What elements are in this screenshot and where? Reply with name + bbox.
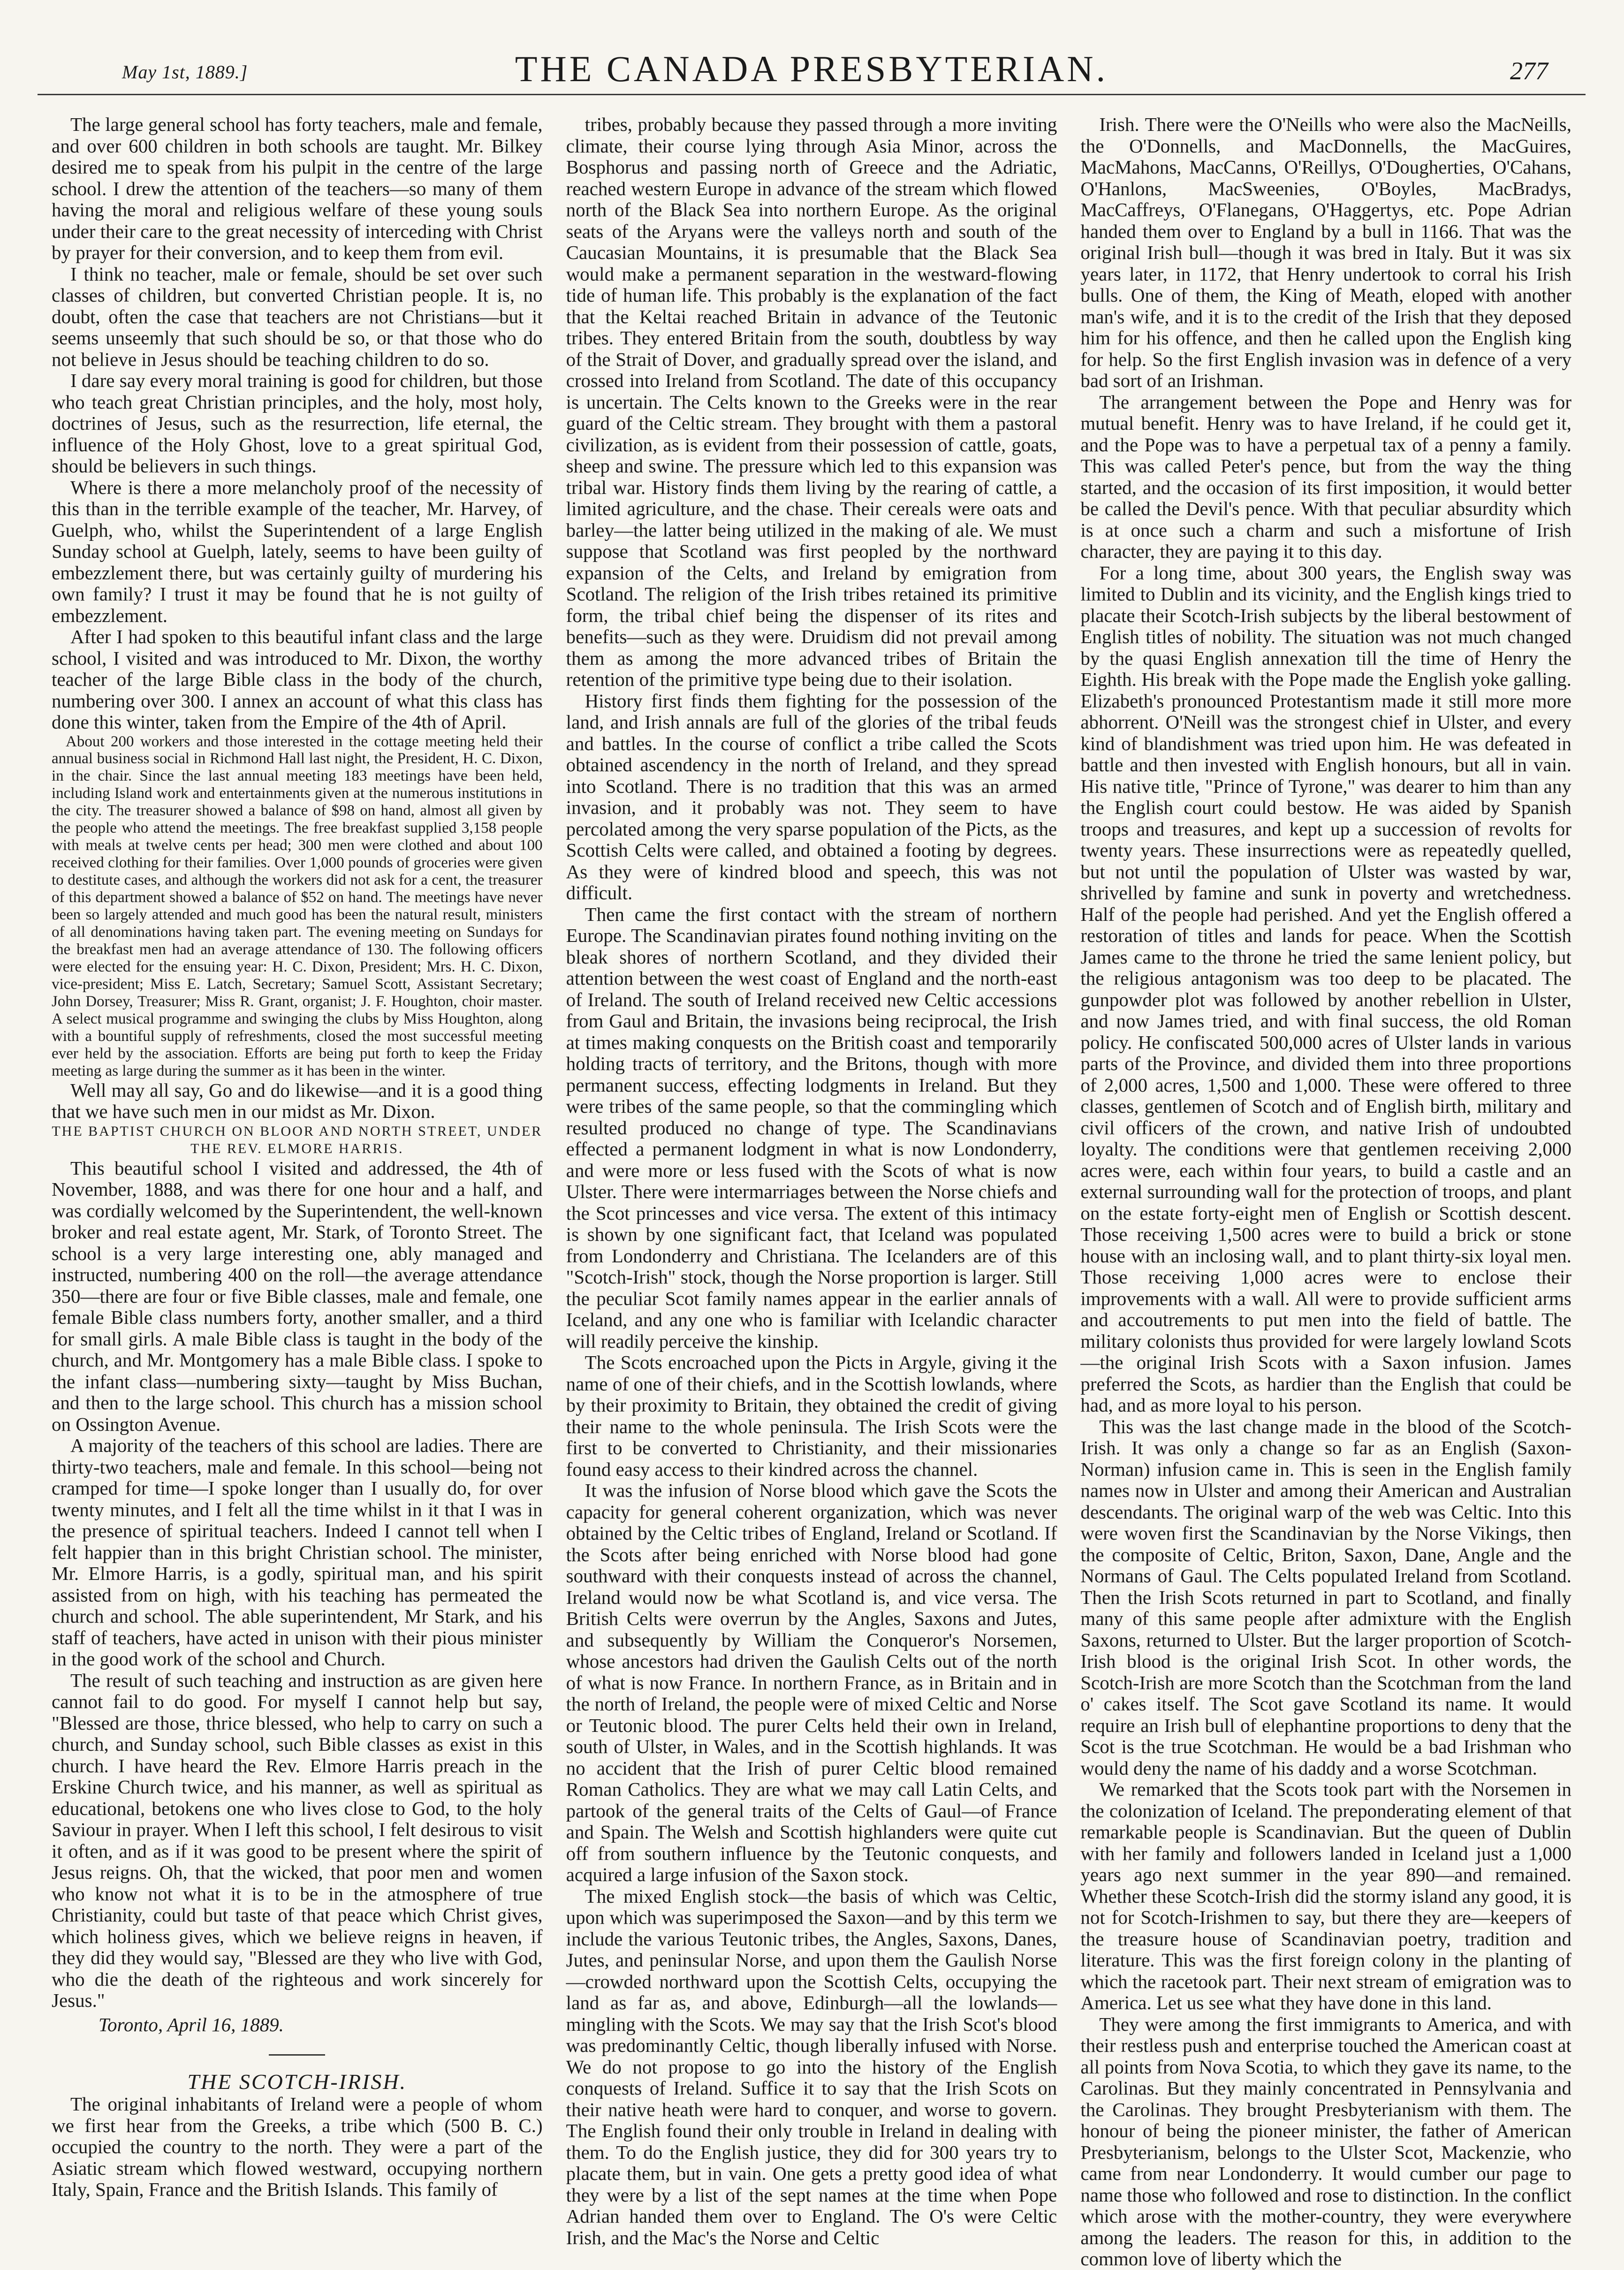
paragraph: This beautiful school I visited and addressed, the 4th of November, 1888, and was there for one hour and a half, and was cordially welcomed by the Superintendent, the well-known broker and real estate agent, Mr. Stark, of Toronto Street. The school is a very large interesting one, ably managed and instructed, numbering 400 on the roll—the average attendance 350—there are four or five Bible classes, male and female, one female Bible class numbers forty, another smaller, and a third for small girls. A male Bible class is taught in the body of the church, and Mr. Montgomery has a male Bible class. I spoke to the infant class—numbering sixty—taught by Miss Buchan, and then to the large school. This church has a mission school on Ossington Avenue. [52, 1157, 543, 1435]
paragraph: I dare say every moral training is good for children, but those who teach great Christian principles, and the holy, most holy, doctrines of Jesus, such as the resurrection, life eternal, the influence of the Holy Ghost, love to a great spiritual God, should be believers in such things. [52, 370, 543, 477]
paragraph: Where is there a more melancholy proof of the necessity of this than in the terrible example of the teacher, Mr. Harvey, of Guelph, who, whilst the Superintendent of a large English Sunday school at Guelph, lately, seems to have been guilty of embezzlement there, but was certainly guilty of murdering his own family? I trust it may be found that he is not guilty of embezzlement. [52, 476, 543, 626]
paragraph: For a long time, about 300 years, the English sway was limited to Dublin and its vicinity, and the English kings tried to placate their Scotch-Irish subjects by the liberal bestowment of English titles of nobility. The situation was not much changed by the quasi English annexation till the time of Henry the Eighth. His break with the Pope made the English yoke galling. Elizabeth's pronounced Protestantism made it still more more abhorrent. O'Neill was the strongest chief in Ulster, and every kind of blandishment was tried upon him. He was defeated in battle and then invested with English honours, but all in vain. His native title, "Prince of Tyrone," was dearer to him than any the English court could bestow. He was aided by Spanish troops and treasures, and kept up a succession of revolts for twenty years. These insurrections were as repeatedly quelled, but not until the population of Ulster was wasted by war, shrivelled by famine and sunk in poverty and wretchedness. Half of the people had perished. And yet the English offered a restoration of titles and lands for peace. When the Scottish James came to the throne he tried the same lenient policy, but the religious antagonism was too deep to be placated. The gunpowder plot was followed by another rebellion in Ulster, and now James tried, and with final success, the old Roman policy. He confiscated 500,000 acres of Ulster lands in various parts of the Province, and divided them into three proportions of 2,000 acres, 1,500 and 1,000. These were offered to three classes, gentlemen of Scotch and of English birth, military and civil officers of the crown, and native Irish of undoubted loyalty. The conditions were that gentlemen receiving 2,000 acres were, each within four years, to build a castle and an external surrounding wall for the protection of troops, and plant on the estate forty-eight men of English or Scottish descent. Those receiving 1,500 acres were to build a brick or stone house with an inclosing wall, and to plant thirty-six loyal men. Those receiving 1,000 acres were to enclose their improvements with a wall. All were to provide sufficient arms and accoutrements to put men into the field of battle. The military colonists thus provided for were largely lowland Scots—the original Irish Scots with a Saxon infusion. James preferred the Scots, as hardier than the English that could be had, and as more loyal to his person. [1080, 562, 1572, 1416]
paragraph: After I had spoken to this beautiful infant class and the large school, I visited and was introduced to Mr. Dixon, the worthy teacher of the large Bible class in the body of the church, numbering over 300. I annex an account of what this class has done this winter, taken from the Empire of the 4th of April. [52, 626, 543, 733]
column-1 [52, 114, 543, 2201]
divider-rule [269, 2054, 325, 2056]
paragraph: tribes, probably because they passed through a more inviting climate, their course lying through Asia Minor, across the Bosphorus and passing north of Greece and the Adriatic, reached western Europe in advance of the stream which flowed north of the Black Sea into northern Europe. As the original seats of the Aryans were the valleys north and south of the Caucasian Mountains, it is presumable that the Black Sea would make a permanent separation in the westward-flowing tide of human life. This probably is the explanation of the fact that the Keltai reached Britain in advance of the Teutonic tribes. They entered Britain from the south, doubtless by way of the Strait of Dover, and gradually spread over the island, and crossed into Ireland from Scotland. The date of this occupancy is uncertain. The Celts known to the Greeks were in the rear guard of the Celtic stream. They brought with them a pastoral civilization, as is evident from their possession of cattle, goats, sheep and swine. The pressure which led to this expansion was tribal war. History finds them living by the rearing of cattle, a limited agriculture, and the chase. Their cereals were oats and barley—the latter being utilized in the making of ale. We must suppose that Scotland was first peopled by the northward expansion of the Celts, and Ireland by emigration from Scotland. The religion of the Irish tribes retained its primitive form, the tribal chief being the dispenser of its rites and benefits—such as they were. Druidism did not prevail among them as among the more advanced tribes of Britain the retention of the primitive type being due to their isolation. [566, 114, 1057, 690]
column-3 [1080, 114, 1572, 2270]
paragraph: The large general school has forty teachers, male and female, and over 600 children in both schools are taught. Mr. Bilkey desired me to speak from his pulpit in the centre of the large school. I drew the attention of the teachers—so many of them having the moral and religious welfare of these young souls under their care to the great necessity of interceding with Christ by prayer for their conversion, and to keep them from evil. [52, 114, 543, 263]
paragraph: The Scots encroached upon the Picts in Argyle, giving it the name of one of their chiefs, and in the Scottish lowlands, where by their proximity to Britain, they obtained the credit of giving their name to the whole peninsula. The Irish Scots were the first to be converted to Christianity, and their missionaries found easy access to their kindred across the channel. [566, 1351, 1057, 1480]
paragraph: The arrangement between the Pope and Henry was for mutual benefit. Henry was to have Ireland, if he could get it, and the Pope was to have a perpetual tax of a penny a family. This was called Peter's pence, but from the way the thing started, and the occasion of its first imposition, it would better be called the Devil's pence. With that peculiar absurdity which is at once such a charm and such a misfortune of Irish character, they are paying it to this day. [1080, 391, 1572, 562]
paragraph: A majority of the teachers of this school are ladies. There are thirty-two teachers, male and female. In this school—being not cramped for time—I spoke longer than I usually do, for over twenty minutes, and I felt all the time whilst in it that I was in the presence of spiritual teachers. Indeed I cannot tell when I felt happier than in this bright Christian school. The minister, Mr. Elmore Harris, is a godly, spiritual man, and his spirit assisted from on high, with his teaching has permeated the church and school. The able superintendent, Mr Stark, and his staff of teachers, have acted in unison with their pious minister in the good work of the school and Church. [52, 1435, 543, 1670]
section-heading: THE BAPTIST CHURCH ON BLOOR AND NORTH STREET, UNDER THE REV. ELMORE HARRIS. [52, 1123, 543, 1157]
paragraph: Irish. There were the O'Neills who were also the MacNeills, the O'Donnells, and MacDonnells, the MacGuires, MacMahons, MacCanns, O'Reillys, O'Dougherties, O'Cahans, O'Hanlons, MacSweenies, O'Boyles, MacBradys, MacCaffreys, O'Flanegans, O'Haggertys, etc. Pope Adrian handed them over to England by a bull in 1166. That was the original Irish bull—though it was bred in Italy. But it was six years later, in 1172, that Henry undertook to corral his Irish bulls. One of them, the King of Meath, eloped with another man's wife, and it is to the credit of the Irish that they deposed him for his offence, and then he called upon the English king for help. So the first English invasion was in defence of a very bad sort of an Irishman. [1080, 114, 1572, 391]
dateline-signature: Toronto, April 16, 1889. [99, 2013, 284, 2035]
issue-date: May 1st, 1889.] [122, 61, 248, 83]
paragraph: The mixed English stock—the basis of which was Celtic, upon which was superimposed the Saxon—and by this term we include the various Teutonic tribes, the Angles, Saxons, Danes, Jutes, and peninsular Norse, and upon them the Gaulish Norse—crowded northward upon the Scottish Celts, occupying the land as far as, and above, Edinburgh—all the lowlands—mingling with the Scots. We may say that the Irish Scot's blood was predominantly Celtic, though liberally infused with Norse. We do not propose to go into the history of the English conquests of Ireland. Suffice it to say that the Irish Scots on their native heath were hard to conquer, and worse to govern. The English found their only trouble in Ireland in dealing with them. To do the English justice, they did for 300 years try to placate them, but in vain. One gets a pretty good idea of what they were by a list of the sept names at the time when Pope Adrian handed them over to England. The O's were Celtic Irish, and the Mac's the Norse and Celtic [566, 1885, 1057, 2248]
paragraph: Well may all say, Go and do likewise—and it is a good thing that we have such men in our midst as Mr. Dixon. [52, 1079, 543, 1123]
paragraph: I think no teacher, male or female, should be set over such classes of children, but converted Christian people. It is, no doubt, often the case that teachers are not Christians—but it seems unseemly that such should be so, or that those who do not believe in Jesus should be teaching children to do so. [52, 263, 543, 370]
newspaper-title: THE CANADA PRESBYTERIAN. [515, 48, 1108, 89]
paragraph: The result of such teaching and instruction as are given here cannot fail to do good. For myself I cannot help but say, "Blessed are those, thrice blessed, who help to carry on such a church, and Sunday school, such Bible classes as exist in this church. I have heard the Rev. Elmore Harris preach in the Erskine Church twice, and his manner, as well as spiritual as educational, betokens one who lives close to God, to the holy Saviour in prayer. When I left this school, I felt desirous to visit it often, and as if it was good to be present where the spirit of Jesus reigns. Oh, that the wicked, that poor men and women who know not what it is to be in the atmosphere of true Christianity, could but taste of that peace which Christ gives, which holiness gives, which we believe reigns in heaven, if they did they would say, "Blessed are they who live with God, who die the death of the righteous and work sincerely for Jesus." [52, 1669, 543, 2012]
paragraph: It was the infusion of Norse blood which gave the Scots the capacity for general coherent organization, which was never obtained by the Celtic tribes of England, Ireland or Scotland. If the Scots after being enriched with Norse blood had gone southward with their conquests instead of across the channel, Ireland would now be what Scotland is, and vice versa. The British Celts were overrun by the Angles, Saxons and Jutes, and subsequently by William the Conqueror's Norsemen, whose ancestors had driven the Gaulish Celts out of the north of what is now France. In northern France, as in Britain and in the north of Ireland, the people were of mixed Celtic and Norse or Teutonic blood. The purer Celts held their own in Ireland, south of Ulster, in Wales, and in the Scottish highlands. It was no accident that the Irish of purer Celtic blood remained Roman Catholics. They are what we may call Latin Celts, and partook of the general traits of the Celts of Gaul—of France and Spain. The Welsh and Scottish highlanders were quite cut off from southern influence by the Teutonic conquests, and acquired a large infusion of the Saxon stock. [566, 1480, 1057, 1885]
article-title: THE SCOTCH-IRISH. [187, 2070, 407, 2094]
quoted-report: About 200 workers and those interested in the cottage meeting held their annual business social in Richmond Hall last night, the President, H. C. Dixon, in the chair. Since the last annual meeting 183 meetings have been held, including Island work and entertainments given at the numerous institutions in the city. The treasurer showed a balance of $98 on hand, almost all given by the people who attend the meetings. The free breakfast supplied 3,158 people with meals at twelve cents per head; 300 men were clothed and about 100 received clothing for their families. Over 1,000 pounds of groceries were given to destitute cases, and although the workers did not ask for a cent, the treasurer of this department showed a balance of $52 on hand. The meetings have never been so largely attended and much good has been the natural result, ministers of all denominations having taken part. The evening meeting on Sundays for the breakfast men had an average attendance of 130. The following officers were elected for the ensuing year: H. C. Dixon, President; Mrs. H. C. Dixon, vice-president; Miss E. Latch, Secretary; Samuel Scott, Assistant Secretary; John Dorsey, Treasurer; Miss R. Grant, organist; J. F. Houghton, choir master. A select musical programme and swinging the clubs by Miss Houghton, along with a bountiful supply of refreshments, closed the most successful meeting ever held by the association. Efforts are being put forth to keep the Friday meeting as large during the summer as it has been in the winter. [52, 733, 543, 1079]
paragraph: The original inhabitants of Ireland were a people of whom we first hear from the Greeks, a tribe which (500 B. C.) occupied the country to the north. They were a part of the Asiatic stream which flowed westward, occupying northern Italy, Spain, France and the British Islands. This family of [52, 2093, 543, 2201]
paragraph: This was the last change made in the blood of the Scotch-Irish. It was only a change so far as an English (Saxon-Norman) infusion came in. This is seen in the English family names now in Ulster and among their American and Australian descendants. The original warp of the web was Celtic. Into this were woven first the Scandinavian by the Norse Vikings, then the composite of Celtic, Briton, Saxon, Dane, Angle and the Normans of Gaul. The Celts populated Ireland from Scotland. Then the Irish Scots returned in part to Scotland, and finally many of this same people after admixture with the English Saxons, returned to Ulster. But the larger proportion of Scotch-Irish blood is the original Irish Scot. In other words, the Scotch-Irish are more Scotch than the Scotchman from the land o' cakes itself. The Scot gave Scotland its name. It would require an Irish bull of elephantine proportions to deny that the Scot is the true Scotchman. He would be a bad Irishman who would deny the name of his daddy and a worse Scotchman. [1080, 1415, 1572, 1779]
paragraph: Then came the first contact with the stream of northern Europe. The Scandinavian pirates found nothing inviting on the bleak shores of northern Scotland, and they divided their attention between the west coast of England and the north-east of Ireland. The south of Ireland received new Celtic accessions from Gaul and Britain, the invasions being reciprocal, the Irish at times making conquests on the British coast and temporarily holding tracts of territory, and the Britons, though with more permanent success, effecting lodgments in Ireland. But they were tribes of the same people, so that the commingling which resulted produced no change of type. The Scandinavians effected a permanent lodgment in what is now Londonderry, and were more or less fused with the Scots of what is now Ulster. There were intermarriages between the Norse chiefs and the Scot princesses and vice versa. The extent of this intimacy is shown by one significant fact, that Iceland was populated from Londonderry and Christiana. The Icelanders are of this "Scotch-Irish" stock, though the Norse proportion is larger. Still the peculiar Scot family names appear in the earlier annals of Iceland, and any one who is familiar with Icelandic character will readily perceive the kinship. [566, 903, 1057, 1352]
page-number: 277 [1510, 57, 1548, 85]
paragraph: They were among the first immigrants to America, and with their restless push and enterprise touched the American coast at all points from Nova Scotia, to which they gave its name, to the Carolinas. But they mainly concentrated in Pennsylvania and the Carolinas. They brought Presbyterianism with them. The honour of being the pioneer minister, the father of American Presbyterianism, belongs to the Ulster Scot, Mackenzie, who came from near Londonderry. It would cumber our page to name those who followed and rose to distinction. In the conflict which arose with the mother-country, they were everywhere among the leaders. The reason for this, in addition to the common love of liberty which the [1080, 2013, 1572, 2270]
newspaper-page [38, 42, 1586, 2270]
paragraph: History first finds them fighting for the possession of the land, and Irish annals are full of the glories of the tribal feuds and battles. In the course of conflict a tribe called the Scots obtained ascendency in the north of Ireland, and they spread into Scotland. There is no tradition that this was an armed invasion, and it probably was not. They seem to have percolated among the very sparse population of the Picts, as the Scottish Celts were called, and obtained a footing by degrees. As they were of kindred blood and speech, this was not difficult. [566, 690, 1057, 903]
column-2 [566, 114, 1057, 2248]
masthead [38, 42, 1586, 95]
article-columns [38, 114, 1586, 2270]
paragraph: We remarked that the Scots took part with the Norsemen in the colonization of Iceland. The preponderating element of that remarkable people is Scandinavian. But the queen of Dublin with her family and followers landed in Iceland just a 1,000 years ago next summer in the year 890—and remained. Whether these Scotch-Irish did the stormy island any good, it is not for Scotch-Irishmen to say, but there they are—keepers of the treasure house of Scandinavian poetry, tradition and literature. This was the first foreign colony in the planting of which the racetook part. Their next stream of emigration was to America. Let us see what they have done in this land. [1080, 1778, 1572, 2013]
